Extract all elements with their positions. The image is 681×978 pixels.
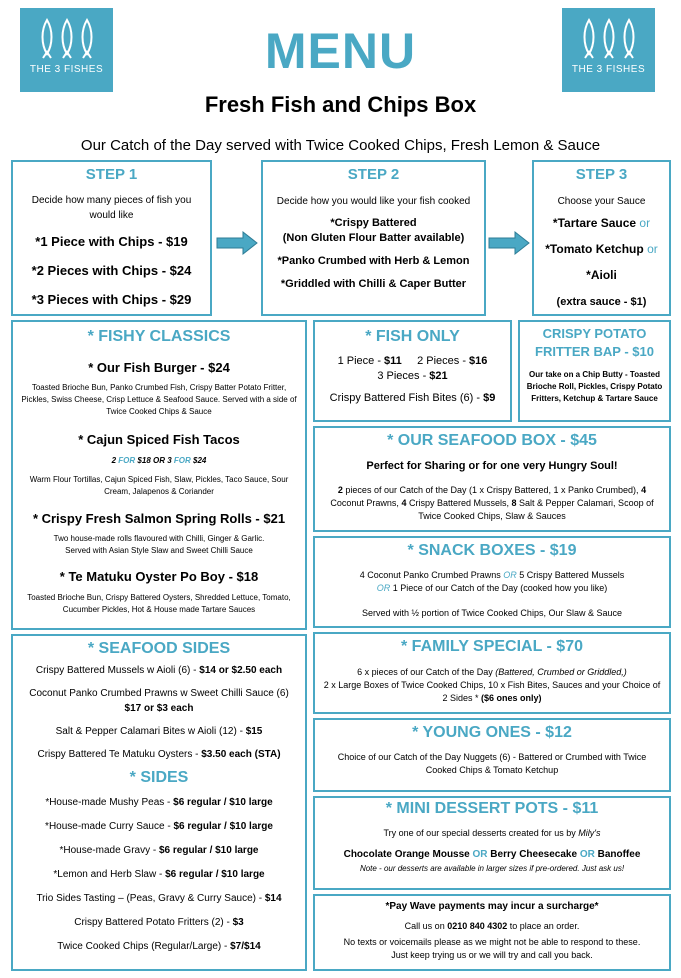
payment-box: [313, 894, 671, 971]
brand-name: THE 3 FISHES: [29, 64, 104, 75]
or-text: OR: [503, 570, 517, 580]
sides-box: [11, 634, 307, 971]
step1-option: *3 Pieces with Chips - $29: [31, 292, 192, 307]
fishy-classics-title: * FISHY CLASSICS: [87, 328, 231, 345]
phone-number: 0210 840 4302: [447, 921, 508, 931]
page-title: MENU: [264, 23, 417, 79]
side-item: [13, 915, 305, 930]
side-item: [13, 795, 305, 810]
family-desc: [321, 666, 663, 705]
side-item-price: $15: [245, 726, 263, 737]
menu-item-desc: Toasted Brioche Bun, Panko Crumbed Fish, Crispy Batter Potato Fritter, Pickles, Swiss Cheese, Crisp Lettuce & Seafood Sauce. Served with a side of Twice Cooked Chips & Sauce: [21, 383, 297, 416]
fish-only-row: [315, 355, 510, 367]
desc-text: Call us on: [404, 921, 448, 931]
side-item: [13, 663, 305, 678]
family-special-box: [313, 632, 671, 714]
dessert-options: [315, 849, 669, 860]
side-item-name: Salt & Pepper Calamari Bites w Aioli (12) -: [55, 726, 246, 737]
side-item-name: Trio Sides Tasting – (Peas, Gravy & Curry Sauce) -: [36, 893, 265, 904]
side-item-price: $14 or $2.50 each: [199, 665, 283, 676]
seafood-box-title: * OUR SEAFOOD BOX - $45: [387, 432, 597, 449]
quantity: 2: [337, 485, 343, 495]
side-item-name: *House-made Gravy -: [59, 845, 159, 856]
tacos-price-part: 2: [111, 456, 117, 465]
tacos-price: [13, 455, 305, 467]
price-value: $11: [384, 355, 402, 367]
desc-text: Coconut Prawns,: [330, 498, 402, 508]
side-item-name: Crispy Battered Mussels w Aioli (6) -: [35, 665, 200, 676]
payment-call: [315, 920, 669, 933]
desc-text: 4 Coconut Panko Crumbed Prawns: [359, 570, 504, 580]
desc-text: Try one of our special desserts created for us by: [383, 828, 579, 838]
step2-option: *Griddled with Chilli & Caper Butter: [280, 278, 467, 290]
side-item-price: $3: [232, 917, 244, 928]
dessert-maker: Mily's: [578, 828, 601, 838]
step1-desc: Decide how many pieces of fish you would like: [31, 195, 192, 221]
menu-item-desc: Toasted Brioche Bun, Crispy Battered Oysters, Shredded Lettuce, Tomato, Cucumber Pickles, Hot & House made Tartare Sauces: [27, 593, 291, 614]
side-item-name: Twice Cooked Chips (Regular/Large) -: [57, 941, 231, 952]
side-item-price: $3.50 each (STA): [201, 749, 281, 760]
or-text: OR: [376, 583, 391, 593]
step3-option: *Aioli: [586, 268, 617, 282]
price-label: 1 Piece -: [337, 355, 385, 367]
tacos-price-part: $24: [193, 456, 207, 465]
fishy-classics-box: [11, 320, 307, 630]
fish-only-row: [315, 370, 510, 382]
price-value: $16: [469, 355, 488, 367]
side-item-price: $17 or $3 each: [124, 703, 194, 714]
for-text: FOR: [173, 456, 191, 465]
dessert-intro: [315, 827, 669, 840]
side-item: [13, 939, 305, 954]
side-item-name: *Lemon and Herb Slaw -: [53, 869, 166, 880]
step3-option: *Tomato Ketchup: [545, 242, 644, 256]
or-text: OR: [579, 849, 595, 860]
side-item-price: $6 regular / $10 large: [165, 869, 265, 880]
side-item: [13, 867, 305, 882]
family-special-title: * FAMILY SPECIAL - $70: [401, 638, 583, 655]
for-text: FOR: [118, 456, 136, 465]
step3-option-row: [534, 242, 669, 256]
price-label: 2 Pieces -: [417, 355, 470, 367]
desc-text: 1 Piece of our Catch of the Day (cooked how you like): [390, 583, 608, 593]
page-intro: Our Catch of the Day served with Twice Cooked Chips, Fresh Lemon & Sauce: [80, 137, 601, 154]
price-value: $21: [429, 370, 448, 382]
quantity: 4: [641, 485, 647, 495]
menu-item-name: * Te Matuku Oyster Po Boy - $18: [59, 569, 259, 584]
side-item: [13, 724, 305, 739]
desc-text: 2 x Large Boxes of Twice Cooked Chips, 10 x Fish Bites, Sauces and your Choice of 2 Sides *: [323, 680, 661, 703]
step3-extra: (extra sauce - $1): [556, 296, 647, 308]
step3-box: [532, 160, 671, 316]
step3-option: *Tartare Sauce: [552, 216, 637, 230]
desc-text: 5 Crispy Battered Mussels: [516, 570, 625, 580]
seafood-sides-title: * SEAFOOD SIDES: [87, 640, 231, 657]
arrow-right-icon: [487, 230, 531, 256]
step1-option: *2 Pieces with Chips - $24: [31, 263, 192, 278]
page-subtitle: Fresh Fish and Chips Box: [204, 92, 477, 117]
potato-fritter-bap-box: [518, 320, 671, 422]
side-item-price: $6 regular / $10 large: [158, 845, 259, 856]
seafood-box-desc: [321, 484, 663, 523]
sides-list: [13, 795, 305, 954]
brand-name: THE 3 FISHES: [571, 64, 646, 75]
tacos-price-part: $18 OR 3: [137, 456, 172, 465]
menu-item-name: * Our Fish Burger - $24: [88, 360, 230, 375]
side-item-name: *House-made Mushy Peas -: [45, 797, 174, 808]
desc-text: 6 x pieces of our Catch of the Day: [357, 667, 496, 677]
snack-line: [315, 582, 669, 595]
arrow-right-icon: [215, 230, 259, 256]
dessert-option: Chocolate Orange Mousse: [343, 849, 470, 860]
side-item: [13, 843, 305, 858]
side-item-price: $6 regular / $10 large: [173, 797, 273, 808]
quantity: 8: [511, 498, 517, 508]
or-text: OR: [472, 849, 488, 860]
step1-option: *1 Piece with Chips - $19: [35, 234, 188, 249]
desc-text: to place an order.: [507, 921, 580, 931]
side-item: [13, 686, 305, 716]
price-label: 3 Pieces -: [377, 370, 430, 382]
step2-title: STEP 2: [347, 166, 400, 183]
quantity: 4: [401, 498, 407, 508]
step3-option-row: [534, 216, 669, 230]
fish-only-row: [315, 392, 510, 404]
side-item-name: Crispy Battered Te Matuku Oysters -: [37, 749, 202, 760]
side-item-name: Coconut Panko Crumbed Prawns w Sweet Chilli Sauce (6): [29, 688, 289, 699]
young-ones-box: [313, 718, 671, 792]
snack-line: [315, 569, 669, 582]
step3-title: STEP 3: [575, 166, 628, 183]
snack-boxes-title: * SNACK BOXES - $19: [407, 542, 577, 559]
side-item-name: *House-made Curry Sauce -: [45, 821, 174, 832]
or-text: or: [639, 216, 651, 230]
desc-text: Crispy Battered Mussels,: [406, 498, 512, 508]
menu-item-name: * Crispy Fresh Salmon Spring Rolls - $21: [32, 511, 286, 526]
side-item: [13, 891, 305, 906]
sides-title: * SIDES: [129, 769, 189, 786]
step2-option: *Panko Crumbed with Herb & Lemon: [277, 255, 470, 267]
bap-desc: Our take on a Chip Butty - Toasted Brioche Roll, Pickles, Crispy Potato Fritters, Ketchup & Tartare Sauce: [526, 370, 663, 403]
side-item-price: $7/$14: [230, 941, 261, 952]
desc-italic: (Battered, Crumbed or Griddled,): [495, 667, 627, 677]
menu-item-desc: Two house-made rolls flavoured with Chilli, Ginger & Garlic. Served with Asian Style Slaw and Sweet Chilli Sauce: [53, 534, 265, 555]
dessert-pots-box: [313, 796, 671, 890]
step3-desc: Choose your Sauce: [557, 196, 646, 207]
fish-only-title: * FISH ONLY: [365, 328, 460, 345]
snack-boxes-box: [313, 536, 671, 628]
price-value: $9: [483, 392, 496, 404]
payment-note: Just keep trying us or we will try and call you back.: [391, 950, 593, 960]
dessert-note: Note - our desserts are available in larger sizes if pre-ordered. Just ask us!: [359, 864, 625, 873]
snack-serving: Served with ½ portion of Twice Cooked Chips, Our Slaw & Sauce: [362, 608, 622, 618]
payment-title: *Pay Wave payments may incur a surcharge*: [385, 901, 599, 912]
menu-item-name: * Cajun Spiced Fish Tacos: [78, 432, 240, 447]
desc-text: pieces of our Catch of the Day (1 x Crispy Battered, 1 x Panko Crumbed),: [342, 485, 639, 495]
seafood-sides-list: [13, 663, 305, 762]
seafood-box-tagline: Perfect for Sharing or for one very Hungry Soul!: [366, 460, 618, 472]
bap-title: CRISPY POTATO FRITTER BAP - $10: [535, 326, 654, 359]
fish-only-box: [313, 320, 512, 422]
or-text: or: [647, 242, 658, 256]
dessert-title: * MINI DESSERT POTS - $11: [385, 800, 599, 817]
step2-box: [261, 160, 486, 316]
payment-note: No texts or voicemails please as we might not be able to respond to these.: [343, 937, 641, 947]
young-ones-desc: Choice of our Catch of the Day Nuggets (6) - Battered or Crumbed with Twice Cooked Chips & Tomato Ketchup: [337, 752, 647, 775]
desc-text: Salt & Pepper Calamari, Scoop of Twice Cooked Chips, Slaw & Sauces: [418, 498, 654, 521]
side-item: [13, 747, 305, 762]
step2-desc: Decide how you would like your fish cooked: [276, 196, 471, 207]
dessert-option: Berry Cheesecake: [490, 849, 578, 860]
side-item-price: $14: [264, 893, 282, 904]
step1-title: STEP 1: [85, 166, 138, 183]
step1-box: [11, 160, 212, 316]
side-item: [13, 819, 305, 834]
step2-option-note: (Non Gluten Flour Batter available): [282, 232, 465, 244]
seafood-box-box: [313, 426, 671, 532]
young-ones-title: * YOUNG ONES - $12: [412, 724, 572, 741]
menu-item-desc: Warm Flour Tortillas, Cajun Spiced Fish, Slaw, Pickles, Taco Sauce, Sour Cream, Jalapenos & Coriander: [29, 475, 289, 496]
dessert-option: Banoffee: [597, 849, 641, 860]
desc-bold: ($6 ones only): [481, 693, 542, 703]
side-item-price: $6 regular / $10 large: [173, 821, 273, 832]
side-item-name: Crispy Battered Potato Fritters (2) -: [74, 917, 233, 928]
price-label: Crispy Battered Fish Bites (6) -: [329, 392, 484, 404]
step2-option: *Crispy Battered: [330, 217, 417, 229]
